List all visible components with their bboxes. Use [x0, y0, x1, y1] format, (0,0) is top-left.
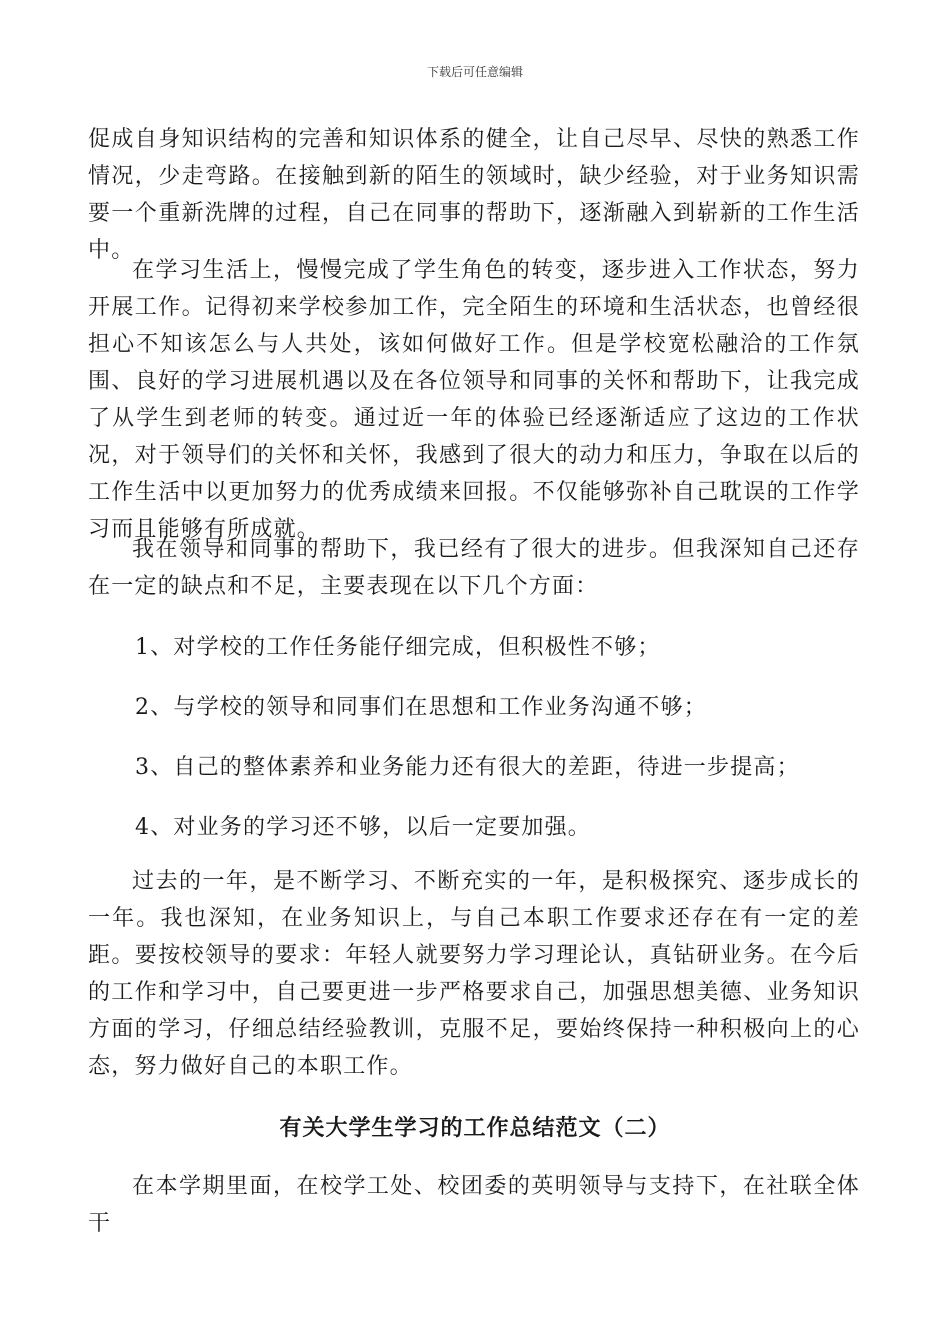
paragraph-continuation	[88, 121, 860, 269]
list-item-2: 2、与学校的领导和同事们在思想和工作业务沟通不够；	[135, 695, 707, 720]
list-item-block-4	[88, 809, 860, 846]
page-header: 下载后可任意编辑	[426, 65, 523, 79]
list-item-block-3	[88, 749, 860, 786]
paragraph-1: 促成自身知识结构的完善和知识体系的健全，让自己尽早、尽快的熟悉工作情况，少走弯路。在接触到新的陌生的领域时，缺少经验，对于业务知识需要一个重新洗牌的过程，自己在同事的帮助下，逐渐融入到崭新的工作生活中。	[88, 127, 860, 263]
paragraph-block-3	[88, 531, 860, 605]
list-item-1: 1、对学校的工作任务能仔细完成，但积极性不够；	[135, 635, 661, 660]
paragraph-4: 过去的一年，是不断学习、不断充实的一年，是积极探究、逐步成长的一年。我也深知，在业务知识上，与自己本职工作要求还存在有一定的差距。要按校领导的要求：年轻人就要努力学习理论认，真钻研业务。在今后的工作和学习中，自己要更进一步严格要求自己，加强思想美德、业务知识方面的学习，仔细总结经验教训，克服不足，要始终保持一种积极向上的心态，努力做好自己的本职工作。	[88, 869, 860, 1079]
paragraph-2: 在学习生活上，慢慢完成了学生角色的转变，逐步进入工作状态，努力开展工作。记得初来学校参加工作，完全陌生的环境和生活状态，也曾经很担心不知该怎么与人共处，该如何做好工作。但是学校宽松融洽的工作氛围、良好的学习进展机遇以及在各位领导和同事的关怀和帮助下，让我完成了从学生到老师的转变。通过近一年的体验已经逐渐适应了这边的工作状况，对于领导们的关怀和关怀，我感到了很大的动力和压力，争取在以后的工作生活中以更加努力的优秀成绩来回报。不仅能够弥补自己耽误的工作学习而且能够有所成就。	[88, 258, 860, 542]
paragraph-5: 在本学期里面，在校学工处、校团委的英明领导与支持下，在社联全体干	[88, 1174, 860, 1236]
section-heading: 有关大学生学习的工作总结范文（二）	[279, 1115, 671, 1141]
list-item-4: 4、对业务的学习还不够，以后一定要加强。	[135, 815, 591, 840]
list-item-3: 3、自己的整体素养和业务能力还有很大的差距，待进一步提高；	[135, 755, 800, 780]
paragraph-block-2	[88, 252, 860, 548]
list-item-block-2	[88, 689, 860, 726]
paragraph-3: 我在领导和同事的帮助下，我已经有了很大的进步。但我深知自己还存在一定的缺点和不足，主要表现在以下几个方面：	[88, 537, 860, 599]
paragraph-block-4	[88, 863, 860, 1085]
paragraph-block-5	[88, 1168, 860, 1242]
list-item-block-1	[88, 629, 860, 666]
